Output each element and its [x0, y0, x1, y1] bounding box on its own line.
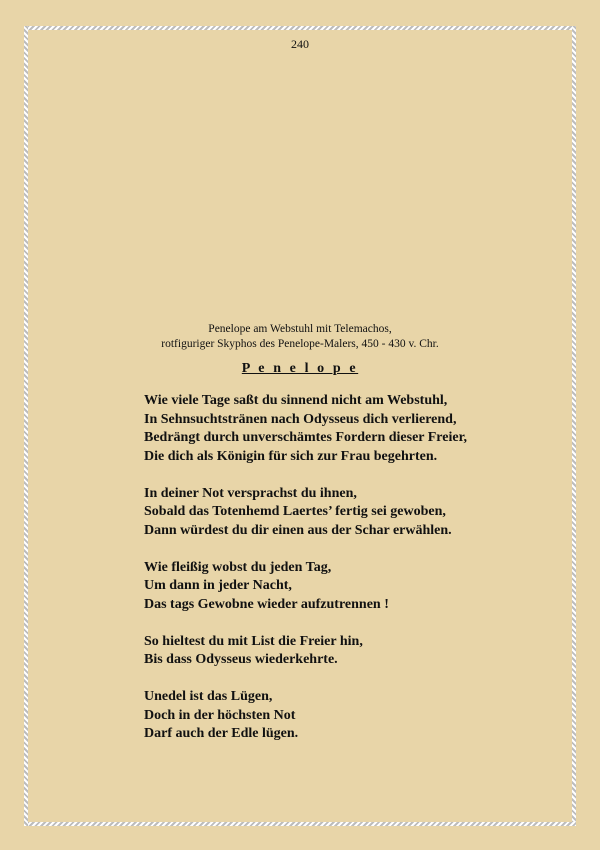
- stanza-5: [144, 688, 564, 744]
- poem-line: Um dann in jeder Nacht,: [144, 578, 292, 593]
- poem-line: Doch in der höchsten Not: [144, 707, 296, 723]
- stanza-4: [144, 633, 564, 670]
- poem-line: In Sehnsuchtstränen nach Odysseus dich verlierend,: [144, 411, 457, 427]
- poem-line: Das tags Gewobne wieder aufzutrennen !: [144, 596, 389, 612]
- page-border-bottom: [24, 822, 576, 826]
- stanza-2: [144, 485, 564, 541]
- page-border-left: [24, 26, 28, 826]
- page-number: 240: [291, 37, 309, 51]
- page-border-top: [24, 26, 576, 30]
- caption-line-1: Penelope am Webstuhl mit Telemachos,: [208, 323, 392, 335]
- caption-line-2: rotfiguriger Skyphos des Penelope-Malers, 450 - 430 v. Chr.: [161, 338, 439, 350]
- page-border-right: [572, 26, 576, 826]
- poem-line: Bedrängt durch unverschämtes Fordern dieser Freier,: [144, 430, 468, 445]
- poem-line: Bis dass Odysseus wiederkehrte.: [144, 652, 338, 667]
- poem-body: [144, 392, 564, 762]
- image-caption: [0, 322, 600, 352]
- poem-title: P e n e l o p e: [241, 361, 359, 376]
- poem-line: Die dich als Königin für sich zur Frau begehrten.: [144, 448, 438, 464]
- illustration-area: [150, 70, 450, 310]
- poem-line: Unedel ist das Lügen,: [144, 689, 273, 704]
- poem-line: Darf auch der Edle lügen.: [144, 726, 299, 741]
- poem-line: In deiner Not versprachst du ihnen,: [144, 485, 357, 501]
- stanza-1: [144, 392, 564, 466]
- poem-line: Sobald das Totenhemd Laertes’ fertig sei gewoben,: [144, 504, 446, 519]
- poem-line: Wie fleißig wobst du jeden Tag,: [144, 559, 332, 575]
- poem-line: Wie viele Tage saßt du sinnend nicht am Webstuhl,: [144, 393, 448, 408]
- stanza-3: [144, 559, 564, 615]
- poem-line: So hieltest du mit List die Freier hin,: [144, 633, 363, 649]
- poem-line: Dann würdest du dir einen aus der Schar erwählen.: [144, 522, 452, 538]
